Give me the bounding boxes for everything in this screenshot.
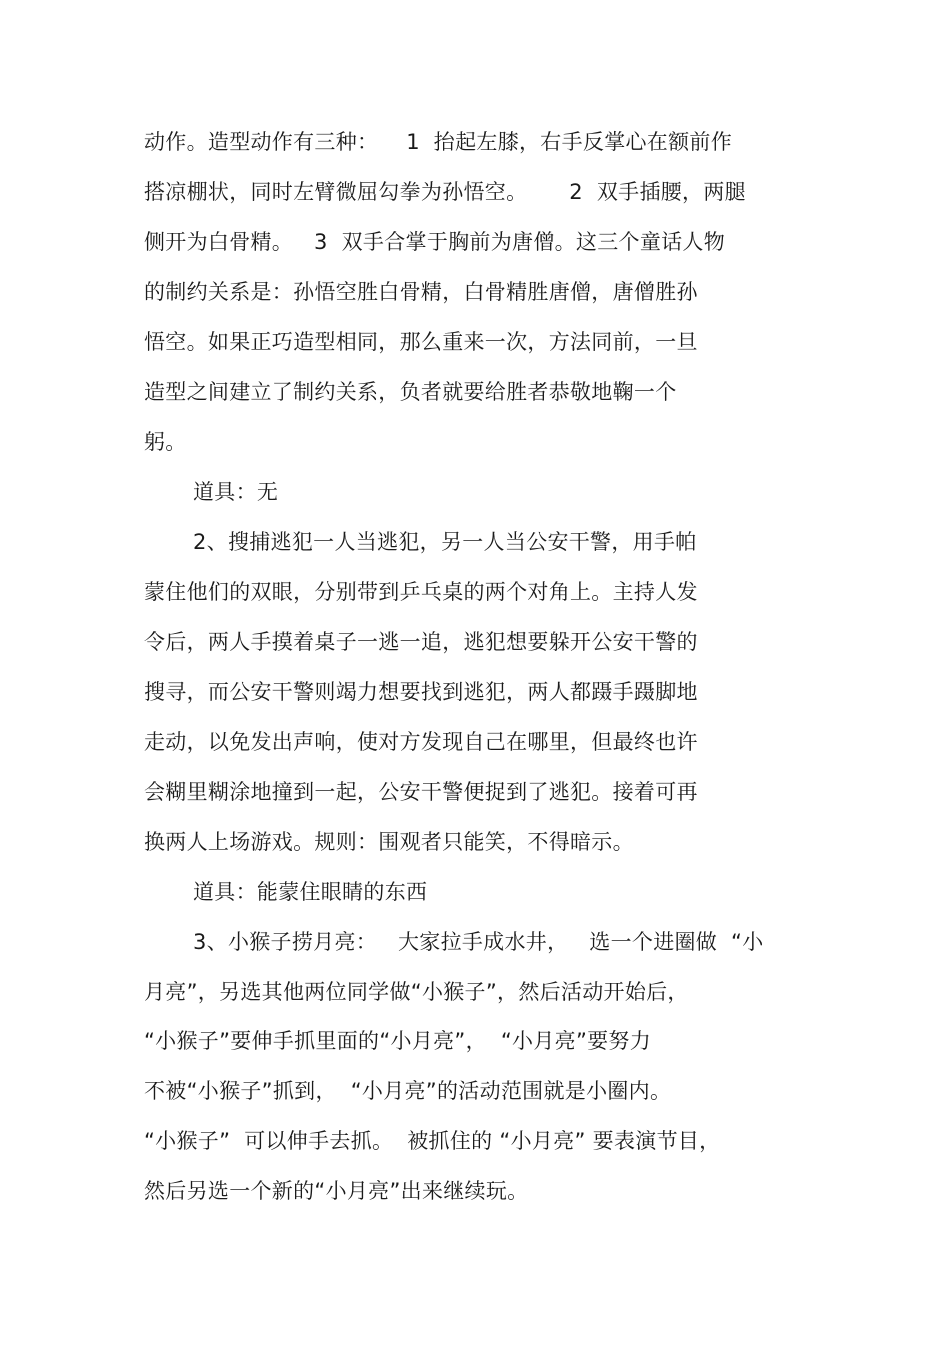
- text-line: 躬。: [144, 430, 187, 454]
- text-line: 悟空。如果正巧造型相同，那么重来一次，方法同前，一旦: [144, 330, 698, 354]
- text-line: 造型之间建立了制约关系，负者就要给胜者恭敬地鞠一个: [144, 380, 677, 404]
- text-line: 月亮”，另选其他两位同学做“小猴子”，然后活动开始后，: [144, 980, 689, 1004]
- text-line: 不被“小猴子”抓到， “小月亮”的活动范围就是小圈内。: [144, 1079, 672, 1103]
- section-heading-line: 3、小猴子捞月亮： 大家拉手成水井， 选一个进圈做 “小: [193, 930, 764, 954]
- text-line: 令后，两人手摸着桌子一逃一追，逃犯想要躲开公安干警的: [144, 630, 698, 654]
- text-line: 换两人上场游戏。规则：围观者只能笑，不得暗示。: [144, 830, 634, 854]
- text-line: 搭凉棚状，同时左臂微屈勾拳为孙悟空。 2 双手插腰，两腿: [144, 180, 746, 204]
- text-line: “小猴子” 可以伸手去抓。 被抓住的 “小月亮” 要表演节目，: [144, 1129, 721, 1153]
- text-line: 的制约关系是：孙悟空胜白骨精，白骨精胜唐僧，唐僧胜孙: [144, 280, 698, 304]
- text-line: “小猴子”要伸手抓里面的“小月亮”， “小月亮”要努力: [144, 1029, 652, 1053]
- text-line: 然后另选一个新的“小月亮”出来继续玩。: [144, 1179, 529, 1203]
- props-line: 道具：能蒙住眼睛的东西: [193, 880, 428, 904]
- section-heading-line: 2、搜捕逃犯一人当逃犯，另一人当公安干警，用手帕: [193, 530, 697, 554]
- text-line: 会糊里糊涂地撞到一起，公安干警便捉到了逃犯。接着可再: [144, 780, 698, 804]
- text-line: 走动，以免发出声响，使对方发现自己在哪里，但最终也许: [144, 730, 698, 754]
- text-line: 动作。造型动作有三种： 1 抬起左膝，右手反掌心在额前作: [144, 130, 733, 154]
- text-line: 蒙住他们的双眼，分别带到乒乓桌的两个对角上。主持人发: [144, 580, 698, 604]
- text-line: 侧开为白骨精。 3 双手合掌于胸前为唐僧。这三个童话人物: [144, 230, 726, 254]
- text-line: 搜寻，而公安干警则竭力想要找到逃犯，两人都蹑手蹑脚地: [144, 680, 698, 704]
- props-line: 道具：无: [193, 480, 279, 504]
